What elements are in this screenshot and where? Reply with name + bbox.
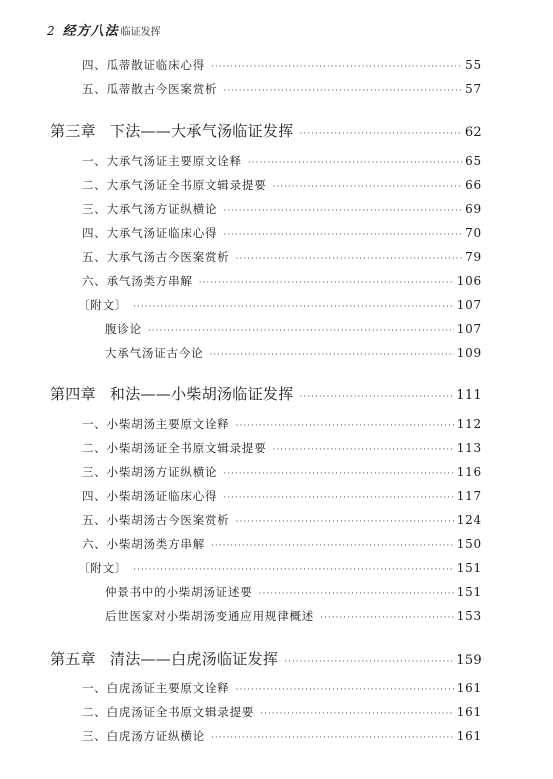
appendix-title: 〔附文〕: [78, 561, 128, 575]
dot-leader: [260, 709, 453, 719]
toc-entry-title: 六、承气汤类方串解: [82, 274, 193, 288]
toc-entry-page: 161: [456, 729, 482, 743]
toc-entry-title: 四、大承气汤证临床心得: [82, 226, 218, 240]
dot-leader: [211, 62, 462, 72]
toc-entry-page: 55: [465, 58, 482, 72]
dot-leader: [133, 565, 453, 575]
running-header: [47, 20, 161, 40]
toc-subentry-page: 109: [456, 346, 482, 360]
toc-subentry-title: 仲景书中的小柴胡汤证述要: [105, 585, 253, 599]
toc-subentry-title: 后世医家对小柴胡汤变通应用规律概述: [105, 609, 315, 623]
toc-entry-page: 150: [456, 537, 482, 551]
toc-entry[interactable]: [0, 440, 553, 456]
toc-entry-title: 二、白虎汤证全书原文辑录提要: [82, 705, 255, 719]
dot-leader: [236, 685, 454, 695]
toc-subentry-page: 153: [456, 609, 482, 623]
chapter-label: 清法——白虎汤临证发挥: [109, 650, 279, 668]
toc-entry[interactable]: [0, 488, 553, 504]
dot-leader: [211, 733, 454, 743]
book-subtitle: 临证发挥: [120, 27, 161, 38]
toc-entry-page: 124: [456, 513, 482, 527]
toc-subentry[interactable]: [0, 608, 553, 624]
toc-entry-title: 三、白虎汤方证纵横论: [82, 729, 205, 743]
toc-entry-page: 66: [465, 178, 482, 192]
dot-leader: [236, 421, 454, 431]
toc-entry-title: 三、大承气汤方证纵横论: [82, 202, 218, 216]
toc-entry-page: 117: [456, 489, 482, 503]
toc-entry-page: 69: [465, 202, 482, 216]
toc-entry[interactable]: [0, 177, 553, 193]
toc-entry[interactable]: [0, 249, 553, 265]
page-number: 2: [47, 24, 55, 38]
dot-leader: [300, 392, 454, 402]
dot-leader: [273, 445, 454, 455]
toc-entry-title: 五、大承气汤古今医案赏析: [82, 250, 230, 264]
chapter-label: 和法——小柴胡汤临证发挥: [109, 385, 294, 403]
chapter-number: 第五章: [50, 650, 96, 668]
dot-leader: [133, 302, 453, 312]
toc-subentry-title: 腹诊论: [105, 322, 142, 336]
toc-subentry-page: 107: [456, 322, 482, 336]
dot-leader: [223, 86, 462, 96]
toc-chapter[interactable]: [0, 120, 553, 141]
appendix-page: 107: [456, 298, 482, 312]
appendix-title: 〔附文〕: [78, 298, 128, 312]
toc-entry[interactable]: [0, 153, 553, 169]
toc-entry-page: 57: [465, 82, 482, 96]
chapter-title: [50, 383, 294, 404]
toc-entry-title: 六、小柴胡汤类方串解: [82, 537, 205, 551]
toc-entry[interactable]: [0, 728, 553, 744]
dot-leader: [223, 493, 453, 503]
toc-entry[interactable]: [0, 680, 553, 696]
toc-entry-page: 79: [465, 250, 482, 264]
dot-leader: [223, 206, 462, 216]
toc-entry[interactable]: [0, 416, 553, 432]
dot-leader: [273, 182, 463, 192]
toc-entry-page: 112: [456, 417, 482, 431]
toc-entry[interactable]: [0, 201, 553, 217]
chapter-label: 下法——大承气汤临证发挥: [109, 122, 294, 140]
toc-entry-title: 一、小柴胡汤主要原文诠释: [82, 417, 230, 431]
dot-leader: [320, 613, 454, 623]
chapter-number: 第四章: [50, 385, 96, 403]
toc-appendix[interactable]: [0, 297, 553, 313]
toc-entry[interactable]: [0, 536, 553, 552]
toc-entry-title: 一、白虎汤证主要原文诠释: [82, 681, 230, 695]
toc-entry-page: 113: [456, 441, 482, 455]
toc-entry-page: 161: [456, 705, 482, 719]
dot-leader: [300, 129, 462, 139]
toc-entry-title: 一、大承气汤证主要原文诠释: [82, 154, 242, 168]
toc-entry[interactable]: [0, 512, 553, 528]
chapter-page: 62: [464, 125, 482, 140]
toc-entry-page: 65: [465, 154, 482, 168]
toc-entry[interactable]: [0, 57, 553, 73]
dot-leader: [211, 541, 454, 551]
toc-chapter[interactable]: [0, 648, 553, 669]
appendix-page: 151: [456, 561, 482, 575]
chapter-number: 第三章: [50, 122, 96, 140]
toc-entry-title: 四、瓜蒂散证临床心得: [82, 58, 205, 72]
toc-subentry[interactable]: [0, 584, 553, 600]
chapter-title: [50, 120, 294, 141]
toc-entry[interactable]: [0, 704, 553, 720]
toc-entry-title: 四、小柴胡汤证临床心得: [82, 489, 218, 503]
toc-entry-title: 二、小柴胡汤证全书原文辑录提要: [82, 441, 267, 455]
dot-leader: [236, 254, 463, 264]
toc-subentry-page: 151: [456, 585, 482, 599]
toc-subentry[interactable]: [0, 345, 553, 361]
dot-leader: [209, 350, 453, 360]
book-title: 经方八法: [62, 24, 119, 39]
toc-appendix[interactable]: [0, 560, 553, 576]
dot-leader: [236, 517, 454, 527]
dot-leader: [248, 158, 462, 168]
toc-subentry-title: 大承气汤证古今论: [105, 346, 204, 360]
chapter-page: 159: [456, 653, 482, 668]
toc-entry-page: 106: [456, 274, 482, 288]
dot-leader: [223, 469, 453, 479]
dot-leader: [223, 230, 462, 240]
dot-leader: [148, 326, 454, 336]
toc-entry-title: 五、瓜蒂散古今医案赏析: [82, 82, 218, 96]
dot-leader: [259, 589, 454, 599]
dot-leader: [199, 278, 454, 288]
toc-entry[interactable]: [0, 81, 553, 97]
toc-entry-title: 三、小柴胡汤方证纵横论: [82, 465, 218, 479]
toc-entry-title: 二、大承气汤证全书原文辑录提要: [82, 178, 267, 192]
dot-leader: [284, 657, 453, 667]
chapter-page: 111: [456, 388, 482, 403]
toc-entry[interactable]: [0, 273, 553, 289]
toc-entry-page: 161: [456, 681, 482, 695]
toc-subentry[interactable]: [0, 321, 553, 337]
toc-entry-title: 五、小柴胡汤古今医案赏析: [82, 513, 230, 527]
toc-entry[interactable]: [0, 464, 553, 480]
chapter-title: [50, 648, 278, 669]
toc-entry[interactable]: [0, 225, 553, 241]
toc-entry-page: 70: [465, 226, 482, 240]
toc-chapter[interactable]: [0, 383, 553, 404]
toc-entry-page: 116: [456, 465, 482, 479]
